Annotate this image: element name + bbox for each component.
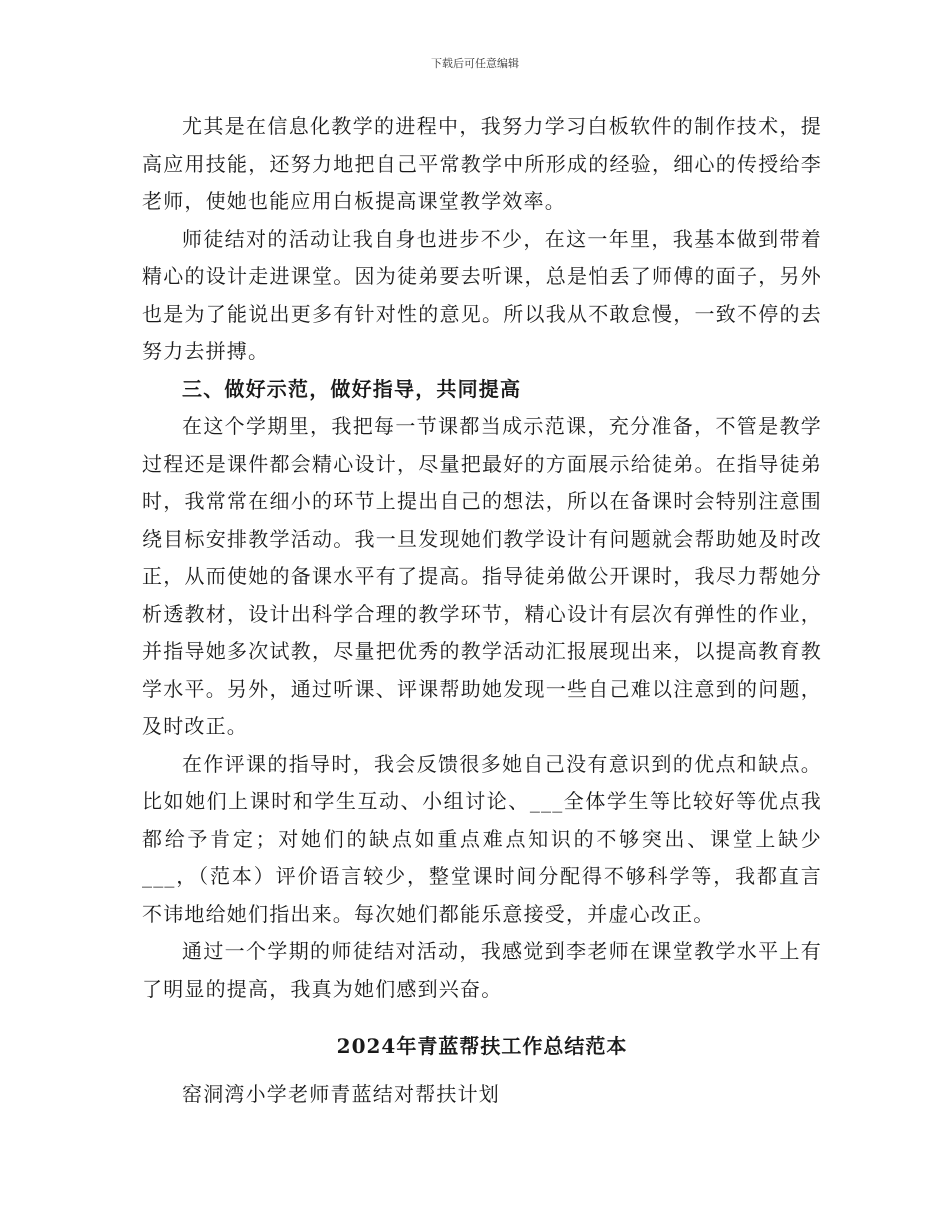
document-body (142, 108, 822, 1113)
body-paragraph: 尤其是在信息化教学的进程中，我努力学习白板软件的制作技术，提高应用技能，还努力地把自己平常教学中所形成的经验，细心的传授给李老师，使她也能应用白板提高课堂教学效率。 (142, 114, 822, 213)
plan-subtitle: 窑洞湾小学老师青蓝结对帮扶计划 (182, 1081, 500, 1106)
section-heading: 三、做好示范，做好指导，共同提高 (182, 376, 522, 401)
body-paragraph: 通过一个学期的师徒结对活动，我感觉到李老师在课堂教学水平上有了明显的提高，我真为她们感到兴奋。 (142, 939, 822, 1001)
document-title: 2024年青蓝帮扶工作总结范本 (336, 1034, 628, 1058)
body-paragraph: 在作评课的指导时，我会反馈很多她自己没有意识到的优点和缺点。比如她们上课时和学生互动、小组讨论、___全体学生等比较好等优点我都给予肯定；对她们的缺点如重点难点知识的不够突出、课堂上缺少___，（范本）评价语言较少，整堂课时间分配得不够科学等，我都直言不讳地给她们指出来。每次她们都能乐意接受，并虚心改正。 (142, 751, 822, 926)
page-header-note: 下载后可任意编辑 (431, 57, 519, 70)
body-paragraph: 师徒结对的活动让我自身也进步不少，在这一年里，我基本做到带着精心的设计走进课堂。因为徒弟要去听课，总是怕丢了师傅的面子，另外也是为了能说出更多有针对性的意见。所以我从不敢怠慢，一致不停的去努力去拼搏。 (142, 226, 822, 363)
body-paragraph: 在这个学期里，我把每一节课都当成示范课，充分准备，不管是教学过程还是课件都会精心设计，尽量把最好的方面展示给徒弟。在指导徒弟时，我常常在细小的环节上提出自己的想法，所以在备课时会特别注意围绕目标安排教学活动。我一旦发现她们教学设计有问题就会帮助她及时改正，从而使她的备课水平有了提高。指导徒弟做公开课时，我尽力帮她分析透教材，设计出科学合理的教学环节，精心设计有层次有弹性的作业，并指导她多次试教，尽量把优秀的教学活动汇报展现出来，以提高教育教学水平。另外，通过听课、评课帮助她发现一些自己难以注意到的问题，及时改正。 (142, 414, 822, 738)
